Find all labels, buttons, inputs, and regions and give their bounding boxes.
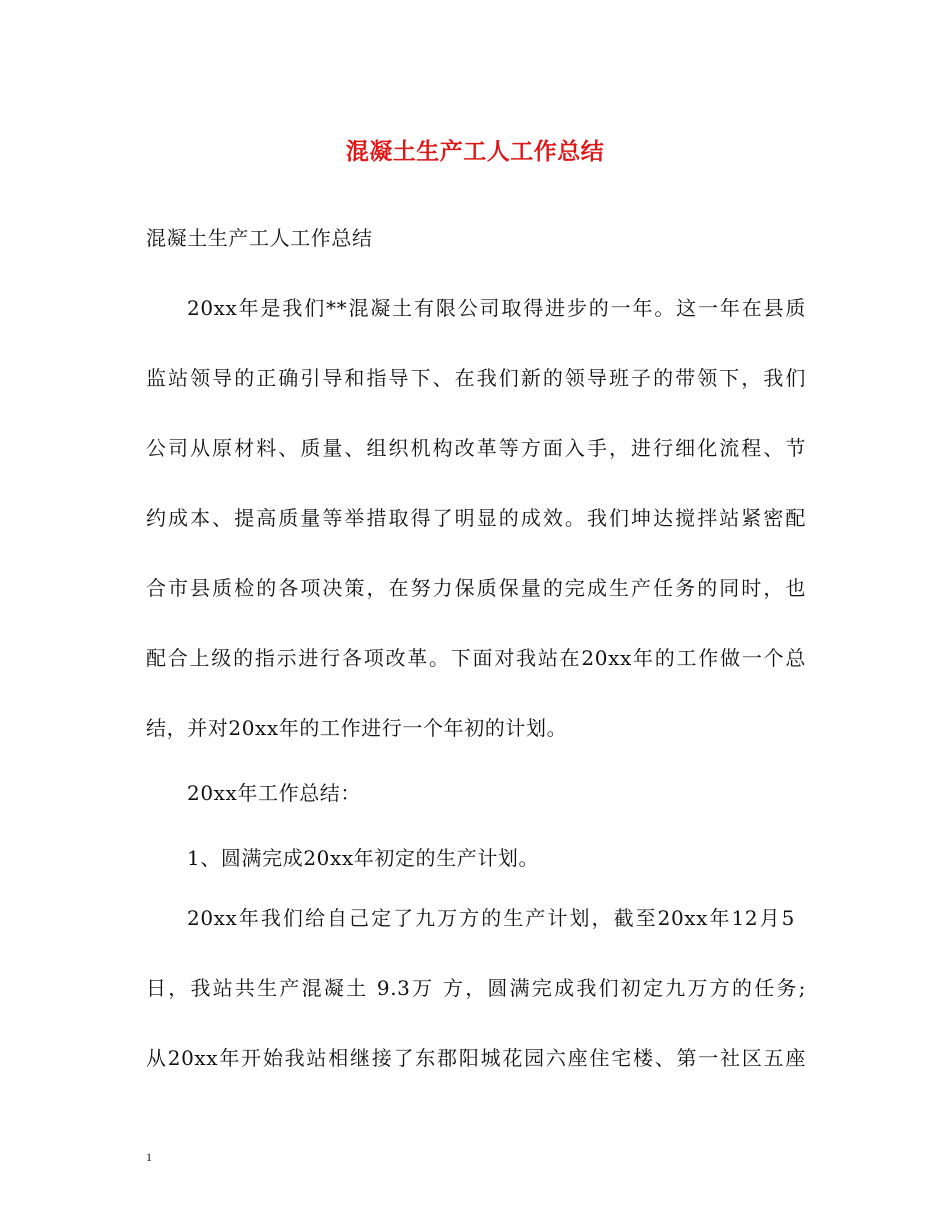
paragraph-line: 结，并对20xx年的工作进行一个年初的计划。 (146, 716, 568, 740)
section-heading: 20xx年工作总结： (187, 781, 362, 805)
paragraph-line: 20xx年是我们**混凝土有限公司取得进步的一年。这一年在县质 (187, 296, 806, 320)
paragraph-line: 公司从原材料、质量、组织机构改革等方面入手，进行细化流程、节 (146, 436, 806, 460)
paragraph-line: 约成本、提高质量等举措取得了明显的成效。我们坤达搅拌站紧密配 (146, 506, 806, 530)
paragraph-line: 合市县质检的各项决策，在努力保质保量的完成生产任务的同时，也 (146, 576, 806, 600)
paragraph-line: 配合上级的指示进行各项改革。下面对我站在20xx年的工作做一个总 (146, 646, 806, 670)
paragraph-line: 监站领导的正确引导和指导下、在我们新的领导班子的带领下，我们 (146, 366, 806, 390)
page-number: 1 (146, 1150, 152, 1164)
document-title: 混凝土生产工人工作总结 (345, 138, 605, 165)
paragraph-line: 20xx年我们给自己定了九万方的生产计划，截至20xx年12月5 (187, 906, 795, 930)
paragraph-line: 从20xx年开始我站相继接了东郡阳城花园六座住宅楼、第一社区五座 (146, 1046, 806, 1070)
document-subtitle: 混凝土生产工人工作总结 (146, 226, 373, 250)
list-item: 1、圆满完成20xx年初定的生产计划。 (187, 846, 540, 870)
paragraph-line: 日，我站共生产混凝土 9.3万 方，圆满完成我们初定九万方的任务; (146, 976, 806, 1000)
